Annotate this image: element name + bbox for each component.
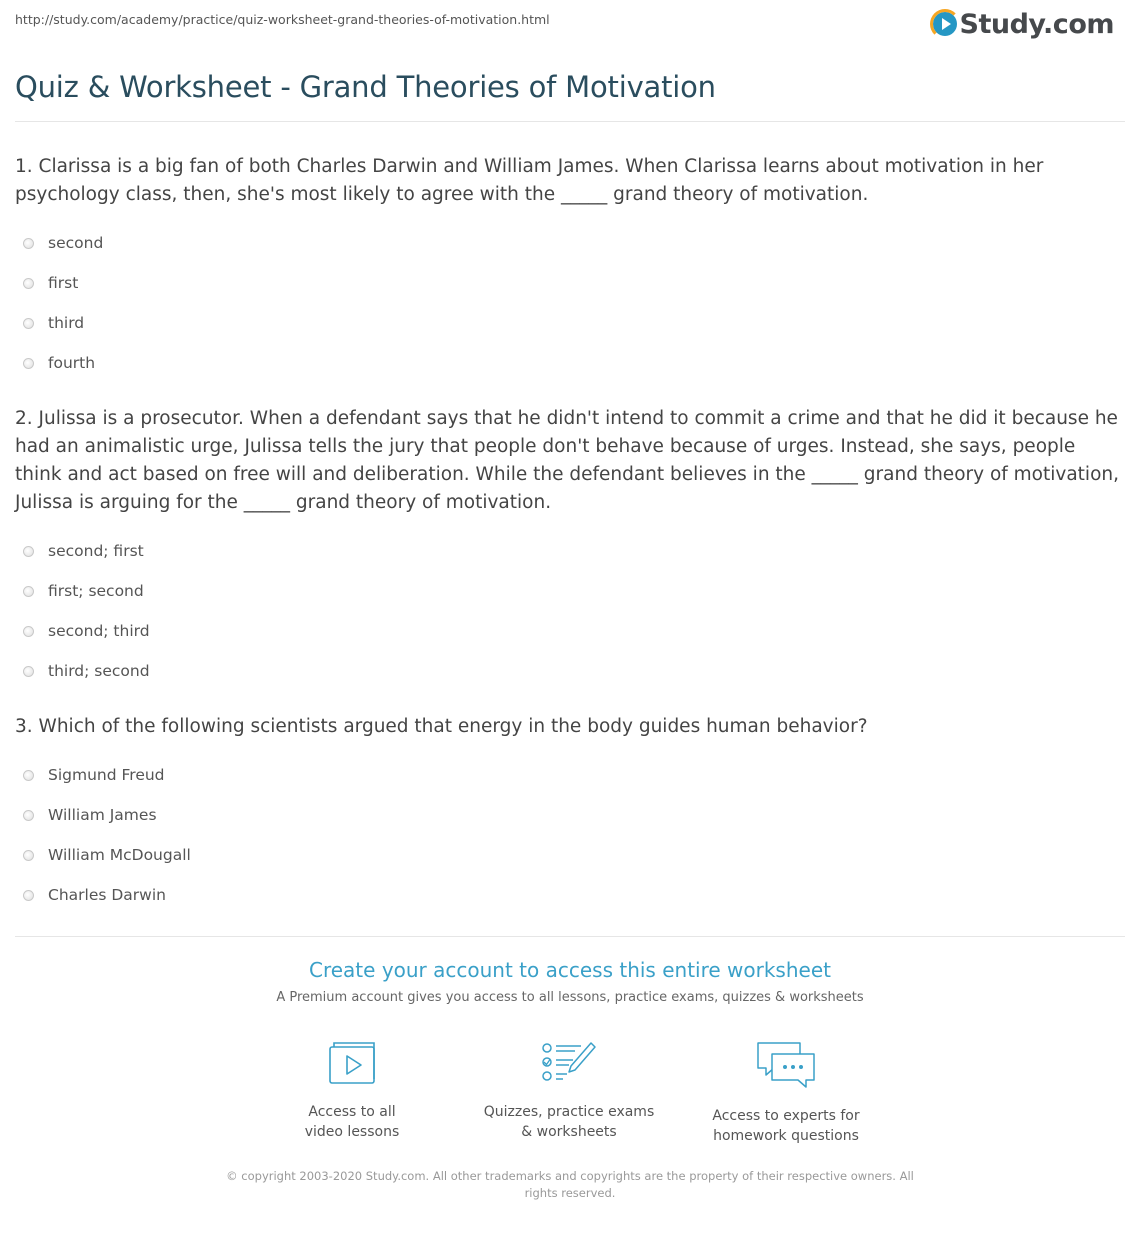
feature-line: Quizzes, practice exams: [483, 1104, 655, 1120]
radio-button[interactable]: [23, 586, 34, 597]
question-text: 1. Clarissa is a big fan of both Charles Darwin and William James. When Clarissa learns about motivation in her psychology class, then, she's most likely to agree with the _____ grand theory of motivation.: [15, 156, 1044, 205]
option-label: Charles Darwin: [48, 886, 166, 904]
radio-button[interactable]: [23, 318, 34, 329]
answer-option[interactable]: [15, 571, 1125, 611]
option-label: third: [48, 314, 85, 332]
page-url: http://study.com/academy/practice/quiz-worksheet-grand-theories-of-motivation.html: [15, 12, 550, 27]
feature-line: video lessons: [304, 1124, 400, 1140]
question-text: 2. Julissa is a prosecutor. When a defendant says that he didn't intend to commit a crime and that he did it because he had an animalistic urge, Julissa tells the jury that people don't behave because of urges. Instead, she says, people think and act based on free will and deliberation. While the defendant believes in the _____ grand theory of motivation, Julissa is arguing for the _____ grand theory of motivation.: [15, 408, 1119, 513]
video-lesson-icon: [326, 1040, 378, 1086]
feature-quizzes: [469, 1040, 669, 1142]
quiz-checklist-icon: [541, 1040, 597, 1086]
radio-button[interactable]: [23, 278, 34, 289]
feature-line: Access to experts for: [712, 1108, 860, 1124]
feature-line: Access to all: [308, 1104, 396, 1120]
cta-subtitle: A Premium account gives you access to all lessons, practice exams, quizzes & worksheets: [276, 990, 864, 1005]
chat-bubbles-icon: [754, 1040, 818, 1090]
option-label: second: [48, 234, 104, 252]
premium-cta: [0, 958, 1140, 1005]
logo-text: Study.com: [959, 8, 1114, 40]
option-label: first; second: [48, 582, 144, 600]
feature-label: [252, 1102, 452, 1142]
answer-option[interactable]: [15, 835, 1125, 875]
question-3: [15, 713, 1125, 915]
radio-button[interactable]: [23, 666, 34, 677]
answer-option[interactable]: [15, 755, 1125, 795]
option-label: third; second: [48, 662, 150, 680]
radio-button[interactable]: [23, 238, 34, 249]
answer-option[interactable]: [15, 875, 1125, 915]
radio-button[interactable]: [23, 810, 34, 821]
top-bar: [0, 0, 1140, 60]
answer-option[interactable]: [15, 651, 1125, 691]
answer-options: [15, 531, 1125, 691]
study-logo[interactable]: [933, 6, 1114, 42]
feature-label: [469, 1102, 669, 1142]
play-circle-icon: [933, 12, 957, 36]
answer-option[interactable]: [15, 303, 1125, 343]
feature-video-lessons: [252, 1040, 452, 1142]
radio-button[interactable]: [23, 358, 34, 369]
question-text: 3. Which of the following scientists argued that energy in the body guides human behavior?: [15, 716, 868, 737]
answer-option[interactable]: [15, 223, 1125, 263]
feature-experts: [686, 1040, 886, 1146]
option-label: William James: [48, 806, 157, 824]
feature-label: [686, 1106, 886, 1146]
answer-option[interactable]: [15, 263, 1125, 303]
answer-option[interactable]: [15, 531, 1125, 571]
create-account-link[interactable]: Create your account to access this entire worksheet: [309, 958, 831, 982]
answer-option[interactable]: [15, 611, 1125, 651]
option-label: second; third: [48, 622, 150, 640]
cta-divider: [15, 936, 1125, 937]
option-label: Sigmund Freud: [48, 766, 165, 784]
option-label: William McDougall: [48, 846, 191, 864]
question-2: [15, 405, 1125, 691]
copyright-notice: © copyright 2003-2020 Study.com. All other trademarks and copyrights are the property of their respective owners. All rights reserved.: [226, 1169, 914, 1200]
feature-line: & worksheets: [521, 1124, 617, 1140]
page-title: Quiz & Worksheet - Grand Theories of Motivation: [15, 70, 716, 104]
answer-options: [15, 755, 1125, 915]
radio-button[interactable]: [23, 546, 34, 557]
option-label: second; first: [48, 542, 144, 560]
answer-options: [15, 223, 1125, 383]
option-label: fourth: [48, 354, 96, 372]
answer-option[interactable]: [15, 343, 1125, 383]
radio-button[interactable]: [23, 890, 34, 901]
answer-option[interactable]: [15, 795, 1125, 835]
feature-line: homework questions: [713, 1128, 859, 1144]
radio-button[interactable]: [23, 626, 34, 637]
radio-button[interactable]: [23, 770, 34, 781]
question-1: [15, 153, 1125, 383]
radio-button[interactable]: [23, 850, 34, 861]
title-divider: [15, 121, 1125, 122]
option-label: first: [48, 274, 79, 292]
